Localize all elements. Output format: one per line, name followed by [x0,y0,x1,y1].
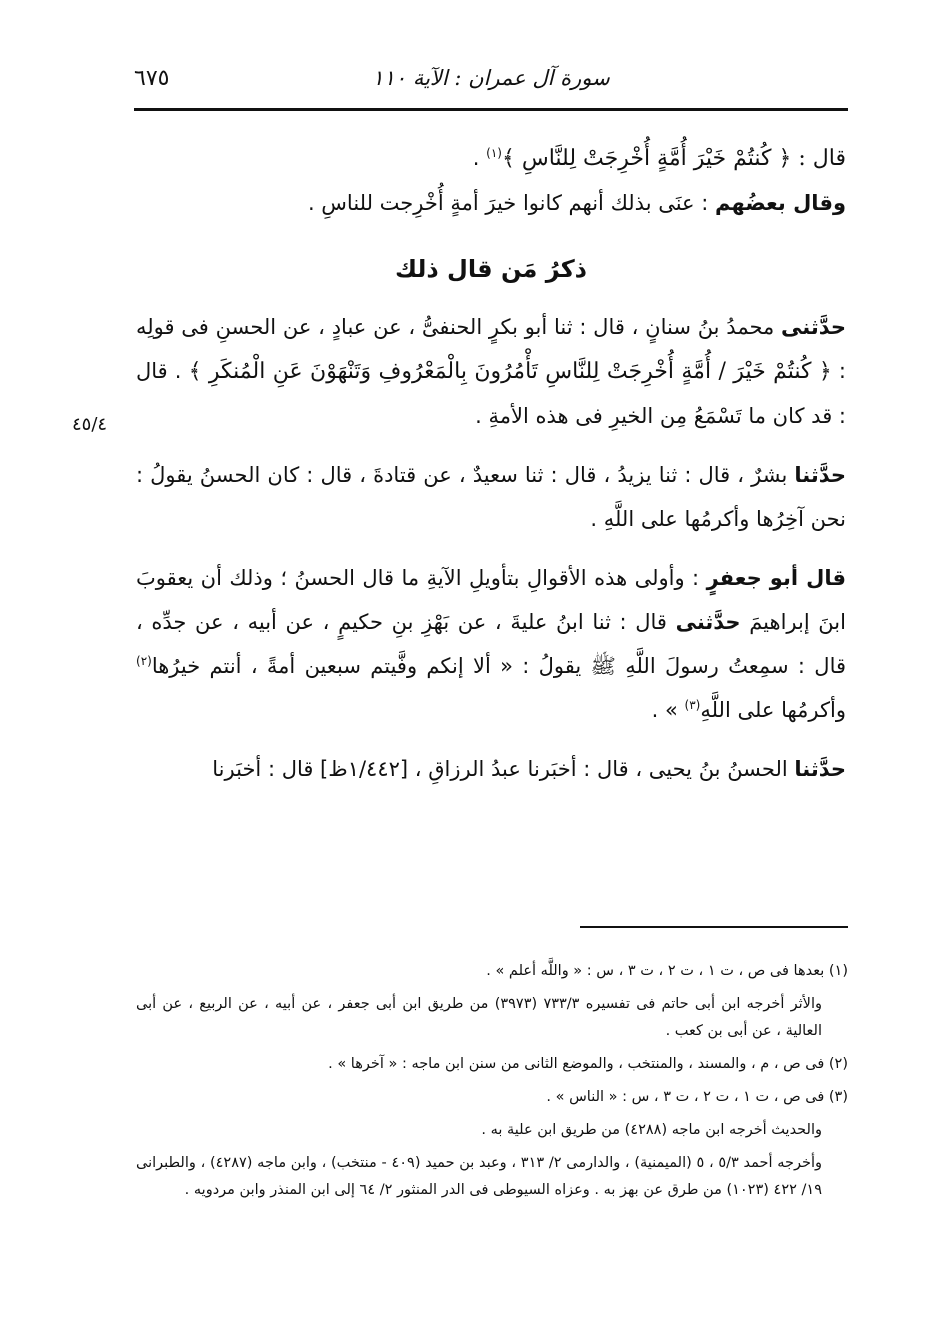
paragraph-1-end: . [472,146,487,170]
paragraph-3-end: . قال : قد كان ما تَسْمَعُ مِن الخيرِ فى هذه الأمةِ . [136,359,846,428]
footnote-3-source: والحديث أخرجه ابن ماجه (٤٢٨٨) من طريق ابن علية به . [481,1122,822,1138]
paragraph-5-text-a: : وأولى هذه الأقوالِ بتأويلِ الآيةِ ما قال الحسنُ ؛ وذلك أن يعقوبَ ابنَ إبراهيمَ [136,566,846,634]
quran-verse: قال : ﴿ كُنتُمْ خَيْرَ أُمَّةٍ أُخْرِجَتْ لِلنَّاسِ ﴾ [501,146,846,171]
quran-verse-2: ﴿ كُنتُمْ خَيْرَ / أُمَّةٍ أُخْرِجَتْ لِلنَّاسِ تَأْمُرُونَ بِالْمَعْرُوفِ وَتَنْهَوْنَ عَنِ الْمُنكَرِ ﴾ [188,359,832,384]
paragraph-4-lead: حدَّثنا [794,463,846,487]
paragraph-4-text: بشرٌ ، قال : ثنا يزيدُ ، قال : ثنا سعيدٌ ، عن قتادةَ ، قال : كان الحسنُ يقولُ : نحن آخِرُها وأكرمُها على اللَّهِ . [136,463,846,531]
header-rule [134,108,848,111]
paragraph-6-lead: حدَّثنا [794,757,846,781]
footnotes [136,958,848,1210]
paragraph-5-text-c: وأكرمُها على اللَّهِ [700,698,846,722]
paragraph-3-text: محمدُ بنُ سنانٍ ، قال : ثنا أبو بكرٍ الحنفىُّ ، عن عبادٍ ، عن الحسنِ فى قولِه : [136,315,846,383]
paragraph-5-text-b: قال : ثنا ابنُ عليةَ ، عن بَهْزِ بنِ حكيمٍ ، عن أبيه ، عن جدِّه ، قال : سمِعتُ رسولَ اللَّهِ ﷺ يقولُ : « ألا إنكم وفَّيتم سبعين أمةً ، أنتم خيرُها [136,610,846,678]
paragraph-6 [136,747,846,791]
paragraph-3-lead: حدَّثنى [781,315,846,339]
main-text [136,136,846,791]
paragraph-1 [136,136,846,181]
running-title: سورة آل عمران : الآية ١١٠ [372,66,610,90]
footnote-marker-2: (٢) [136,654,152,668]
footnote-marker-3: (٣) [684,698,701,712]
footnote-2: (٢) فى ص ، م ، والمسند ، والمنتخب ، والموضع الثانى من سنن ابن ماجه : « آخرها » . [328,1056,848,1072]
page-header [134,58,848,102]
footnote-3: (٣) فى ص ، ت ١ ، ت ٢ ، ت ٣ ، س : « الناس » . [546,1089,848,1105]
page-number: ٦٧٥ [134,66,170,91]
paragraph-2-text: : عنَى بذلك أنهم كانوا خيرَ أمةٍ أُخْرِجت للناسِ . [307,191,716,215]
paragraph-2 [136,181,846,225]
paragraph-2-lead: وقال بعضُهم [715,191,846,215]
footnote-1-source: والأثر أخرجه ابن أبى حاتم فى تفسيره ٧٣٣/٣ (٣٩٧٣) من طريق ابن أبى جعفر ، عن أبيه ، عن الربيع ، عن أبى العالية ، عن أبى بن كعب . [136,996,822,1039]
paragraph-5 [136,556,846,732]
footnote-marker-1: (١) [486,146,502,160]
paragraph-3 [136,305,846,438]
margin-reference: ٤٥/٤ [72,414,108,435]
footnote-rule [580,926,848,928]
paragraph-5-lead: قال أبو جعفرٍ [706,566,846,590]
paragraph-5-end: » . [651,698,685,722]
paragraph-6-text: الحسنُ بنُ يحيى ، قال : أخبَرنا عبدُ الرزاقِ ، [١/٤٤٢ظ] قال : أخبَرنا [212,757,795,781]
footnote-1: (١) بعدها فى ص ، ت ١ ، ت ٢ ، ت ٣ ، س : « واللَّه أعلم » . [486,963,848,979]
paragraph-4 [136,453,846,541]
footnote-3-sources-2: وأخرجه أحمد ٥/٣ ، ٥ (الميمنية) ، والدارمى ٢/ ٣١٣ ، وعبد بن حميد (٤٠٩ - منتخب) ، وابن ماجه (٤٢٨٧) ، والطبرانى ١٩/ ٤٢٢ (١٠٢٣) من طرق عن بهز به . وعزاه السيوطى فى الدر المنثور ٢/ ٦٤ إلى ابن المنذر وابن مردويه . [136,1155,822,1198]
section-heading: ذكرُ مَن قال ذلك [395,255,587,283]
paragraph-5-lead-2: حدَّثنى [675,610,741,634]
